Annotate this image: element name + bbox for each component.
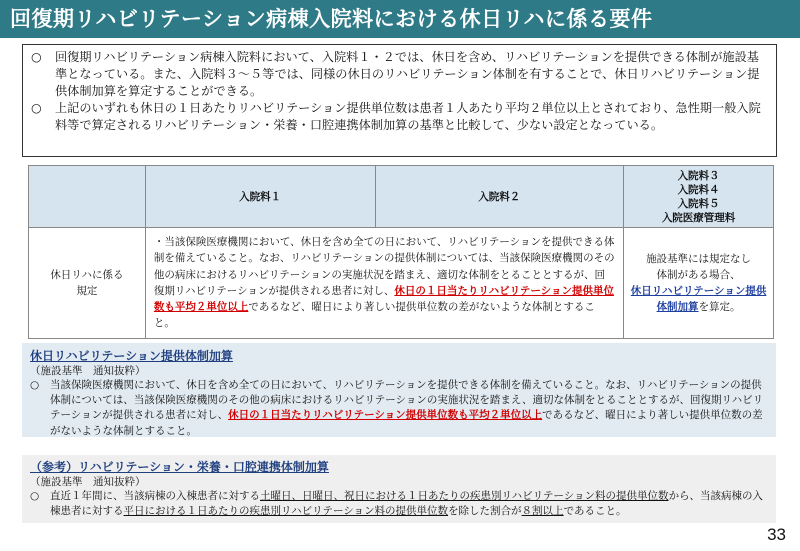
requirements-table <box>28 165 774 339</box>
row-label <box>29 228 146 339</box>
table-row <box>29 228 774 339</box>
summary-box <box>22 44 777 157</box>
cell-text: を算定。 <box>698 300 741 313</box>
section-body <box>30 378 768 439</box>
section-subheading: （施設基準 通知抜粋） <box>30 365 146 377</box>
text-underlined: ８割以上 <box>521 505 564 518</box>
requirement-highlight: 休日の１日当たりリハビリテーション提供単位数も平均２単位以上 <box>153 284 614 314</box>
requirement-text: であるなど、曜日により著しい提供単位数の差がないような体制とすること。 <box>153 301 595 330</box>
summary-text: 回復期リハビリテーション病棟入院料において、入院料１・２では、休日を含め、リハビリテーションを提供できる体制が施設基準となっている。また、入院料３～５等では、同様の休日のリハビリテーション体制を有することで、休日リハビリテーション提供体制加算を算定することができる。 <box>55 50 760 98</box>
text-span: から、当該病棟の入棟患者に対する <box>50 490 764 518</box>
requirement-text: ・当該保険医療機関において、休日を含め全ての日において、リハビリテーションを提供できる体制を備えていること。なお、リハビリテーションの提供体制については、当該保険医療機関のその他の病床におけるリハビリテーションの実施状況を踏まえ、適切な体制をとることとするが、回復期リハビリテーションが提供される患者に対し、 <box>153 236 615 297</box>
merged-requirement-cell <box>145 228 623 339</box>
row-label-line: 規定 <box>76 284 98 297</box>
section-text <box>50 378 768 439</box>
table-header-ward2: 入院料２ <box>375 166 624 228</box>
text-span: 当該保険医療機関において、休日を含め全ての日において、リハビリテーションを提供できる体制を備えていること。なお、リハビリテーションの提供体制については、当該保険医療機関のその他の病床におけるリハビリテーションの実施状況を踏まえ、適切な体制をとることとするが、回復期リハビリテーションが提供される患者に対し、 <box>50 379 764 422</box>
page-number: 33 <box>767 525 786 544</box>
table-header-empty <box>29 166 146 228</box>
table-header-row <box>29 166 774 228</box>
text-span: 直近１年間に、当該病棟の入棟患者に対する <box>50 490 260 502</box>
summary-text: 上記のいずれも休日の１日あたりリハビリテーション提供単位数は患者１人あたり平均２単位以上とされており、急性期一般入院料等で算定されるリハビリテーション・栄養・口腔連携体制加算の基準と比較して、少ない設定となっている。 <box>55 101 761 132</box>
section-heading: （参考）リハビリテーション・栄養・口腔連携体制加算 <box>30 460 329 474</box>
header-line: 入院料３ <box>677 169 720 182</box>
section-body <box>30 489 768 519</box>
bullet-circle: ○ <box>30 379 40 391</box>
section-subheading: （施設基準 通知抜粋） <box>30 476 146 488</box>
bullet-circle: ○ <box>31 101 42 115</box>
bullet-circle: ○ <box>30 490 40 502</box>
bullet-circle: ○ <box>31 50 42 64</box>
text-underlined: 平日における１日あたりの疾患別リハビリテーション料の提供単位数 <box>123 505 449 518</box>
cell-line: 施設基準には規定なし <box>646 252 752 265</box>
addon-highlight: 休日リハビリテーション提供体制加算 <box>630 284 767 313</box>
summary-item <box>31 100 766 134</box>
page-title: 回復期リハビリテーション病棟入院料における休日リハに係る要件 <box>0 0 800 38</box>
cell-line: 体制がある場合、 <box>656 268 741 281</box>
row-label-line: 休日リハに係る <box>50 268 124 281</box>
ward3-5-cell <box>624 228 774 339</box>
section-reference <box>22 455 776 523</box>
summary-item <box>31 49 766 100</box>
text-span: であるなど、曜日により著しい提供単位数の差がないような体制とすること。 <box>50 409 763 437</box>
text-highlight: 休日の１日当たりリハビリテーション提供単位数も平均２単位以上 <box>228 409 543 422</box>
table-header-ward1: 入院料１ <box>145 166 375 228</box>
text-span: を除した割合が <box>448 505 522 518</box>
header-line: 入院料５ <box>677 197 720 210</box>
text-span: であること。 <box>563 505 627 518</box>
header-line: 入院料４ <box>677 183 720 196</box>
table-header-ward3-5 <box>624 166 774 228</box>
section-heading: 休日リハビリテーション提供体制加算 <box>30 349 233 363</box>
text-underlined: 土曜日、日曜日、祝日における１日あたりの疾患別リハビリテーション料の提供単位数 <box>260 490 669 502</box>
section-text <box>50 489 768 519</box>
header-line: 入院医療管理料 <box>661 211 736 224</box>
section-holiday-addon <box>22 343 776 437</box>
